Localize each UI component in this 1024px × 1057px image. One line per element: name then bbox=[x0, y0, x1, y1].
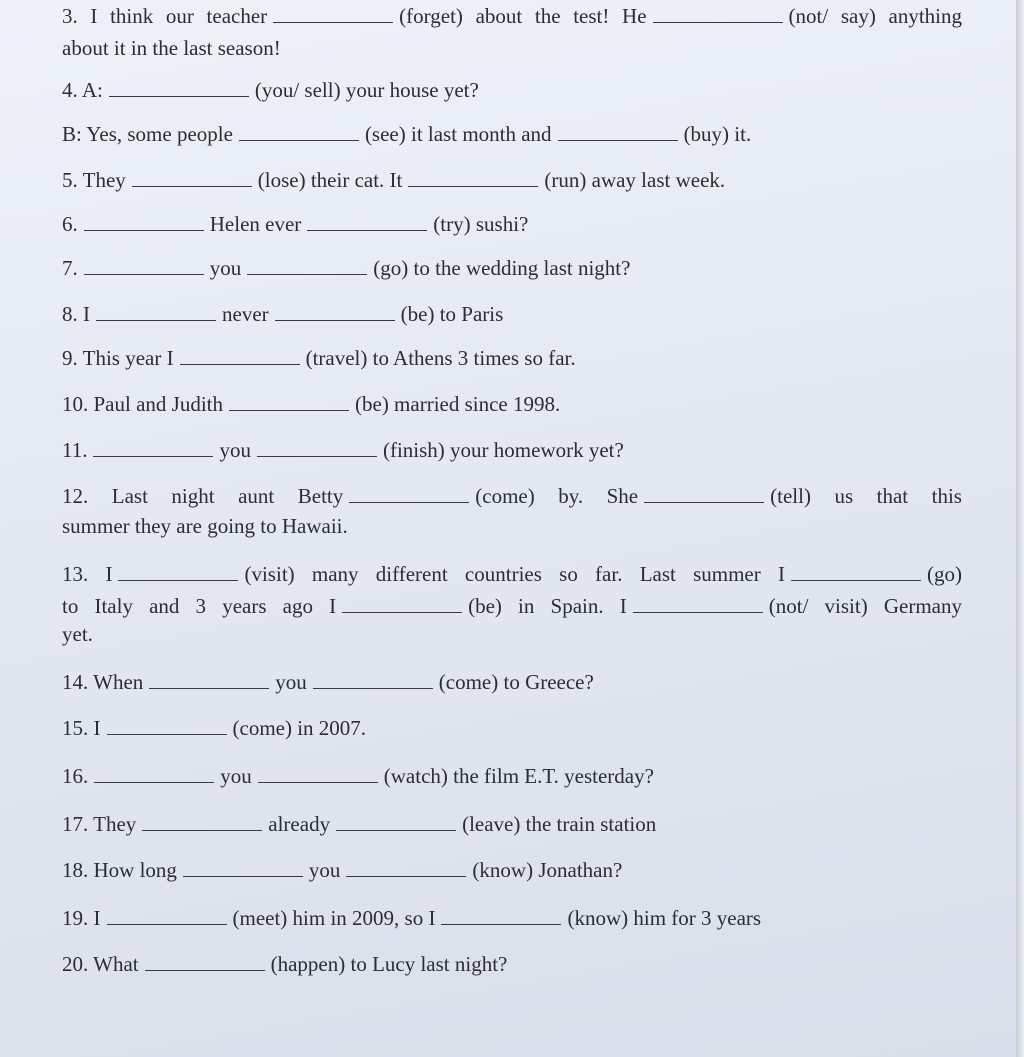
answer-blank[interactable] bbox=[558, 122, 678, 141]
exercise-item-19: 19. I (meet) him in 2009, so I (know) him for 3 years bbox=[62, 906, 762, 930]
exercise-item-18: 18. How long you (know) Jonathan? bbox=[62, 858, 623, 882]
exercise-item-8: 8. I never (be) to Paris bbox=[62, 302, 504, 326]
exercise-item-4: 4. A: (you/ sell) your house yet? bbox=[62, 78, 479, 102]
answer-blank[interactable] bbox=[145, 952, 265, 971]
answer-blank[interactable] bbox=[229, 392, 349, 411]
answer-blank[interactable] bbox=[791, 562, 921, 581]
exercise-item-14: 14. When you (come) to Greece? bbox=[62, 670, 594, 694]
answer-blank[interactable] bbox=[342, 594, 462, 613]
answer-blank[interactable] bbox=[441, 906, 561, 925]
exercise-item-12-cont: summer they are going to Hawaii. bbox=[62, 514, 348, 538]
answer-blank[interactable] bbox=[307, 212, 427, 231]
exercise-item-13-end: yet. bbox=[62, 622, 93, 646]
exercise-item-10: 10. Paul and Judith (be) married since 1998. bbox=[62, 392, 561, 416]
answer-blank[interactable] bbox=[183, 858, 303, 877]
answer-blank[interactable] bbox=[180, 346, 300, 365]
answer-blank[interactable] bbox=[239, 122, 359, 141]
answer-blank[interactable] bbox=[633, 594, 763, 613]
answer-blank[interactable] bbox=[336, 812, 456, 831]
answer-blank[interactable] bbox=[96, 302, 216, 321]
exercise-item-13-cont: to Italy and 3 years ago I (be) in Spain. I (not/ visit) Germany bbox=[62, 594, 962, 618]
answer-blank[interactable] bbox=[118, 562, 238, 581]
answer-blank[interactable] bbox=[132, 168, 252, 187]
answer-blank[interactable] bbox=[94, 764, 214, 783]
answer-blank[interactable] bbox=[247, 256, 367, 275]
exercise-item-9: 9. This year I (travel) to Athens 3 times so far. bbox=[62, 346, 576, 370]
answer-blank[interactable] bbox=[258, 764, 378, 783]
answer-blank[interactable] bbox=[84, 256, 204, 275]
answer-blank[interactable] bbox=[273, 4, 393, 23]
answer-blank[interactable] bbox=[644, 484, 764, 503]
exercise-item-3-cont: about it in the last season! bbox=[62, 36, 281, 60]
exercise-item-11: 11. you (finish) your homework yet? bbox=[62, 438, 624, 462]
exercise-item-15: 15. I (come) in 2007. bbox=[62, 716, 367, 740]
exercise-item-6: 6. Helen ever (try) sushi? bbox=[62, 212, 529, 236]
answer-blank[interactable] bbox=[107, 906, 227, 925]
exercise-item-5: 5. They (lose) their cat. It (run) away last week. bbox=[62, 168, 726, 192]
exercise-item-7: 7. you (go) to the wedding last night? bbox=[62, 256, 631, 280]
answer-blank[interactable] bbox=[149, 670, 269, 689]
answer-blank[interactable] bbox=[653, 4, 783, 23]
answer-blank[interactable] bbox=[107, 716, 227, 735]
answer-blank[interactable] bbox=[408, 168, 538, 187]
exercise-item-20: 20. What (happen) to Lucy last night? bbox=[62, 952, 508, 976]
exercise-item-16: 16. you (watch) the film E.T. yesterday? bbox=[62, 764, 654, 788]
answer-blank[interactable] bbox=[109, 78, 249, 97]
answer-blank[interactable] bbox=[313, 670, 433, 689]
answer-blank[interactable] bbox=[142, 812, 262, 831]
answer-blank[interactable] bbox=[93, 438, 213, 457]
answer-blank[interactable] bbox=[84, 212, 204, 231]
answer-blank[interactable] bbox=[275, 302, 395, 321]
exercise-item-4b: B: Yes, some people (see) it last month and (buy) it. bbox=[62, 122, 752, 146]
page-edge bbox=[1016, 0, 1024, 1057]
exercise-item-12: 12. Last night aunt Betty (come) by. She (tell) us that this bbox=[62, 484, 962, 508]
exercise-item-13: 13. I (visit) many different countries so far. Last summer I (go) bbox=[62, 562, 962, 586]
exercise-item-17: 17. They already (leave) the train station bbox=[62, 812, 657, 836]
answer-blank[interactable] bbox=[257, 438, 377, 457]
exercise-item-3: 3. I think our teacher (forget) about the test! He (not/ say) anything bbox=[62, 4, 962, 28]
answer-blank[interactable] bbox=[349, 484, 469, 503]
answer-blank[interactable] bbox=[346, 858, 466, 877]
